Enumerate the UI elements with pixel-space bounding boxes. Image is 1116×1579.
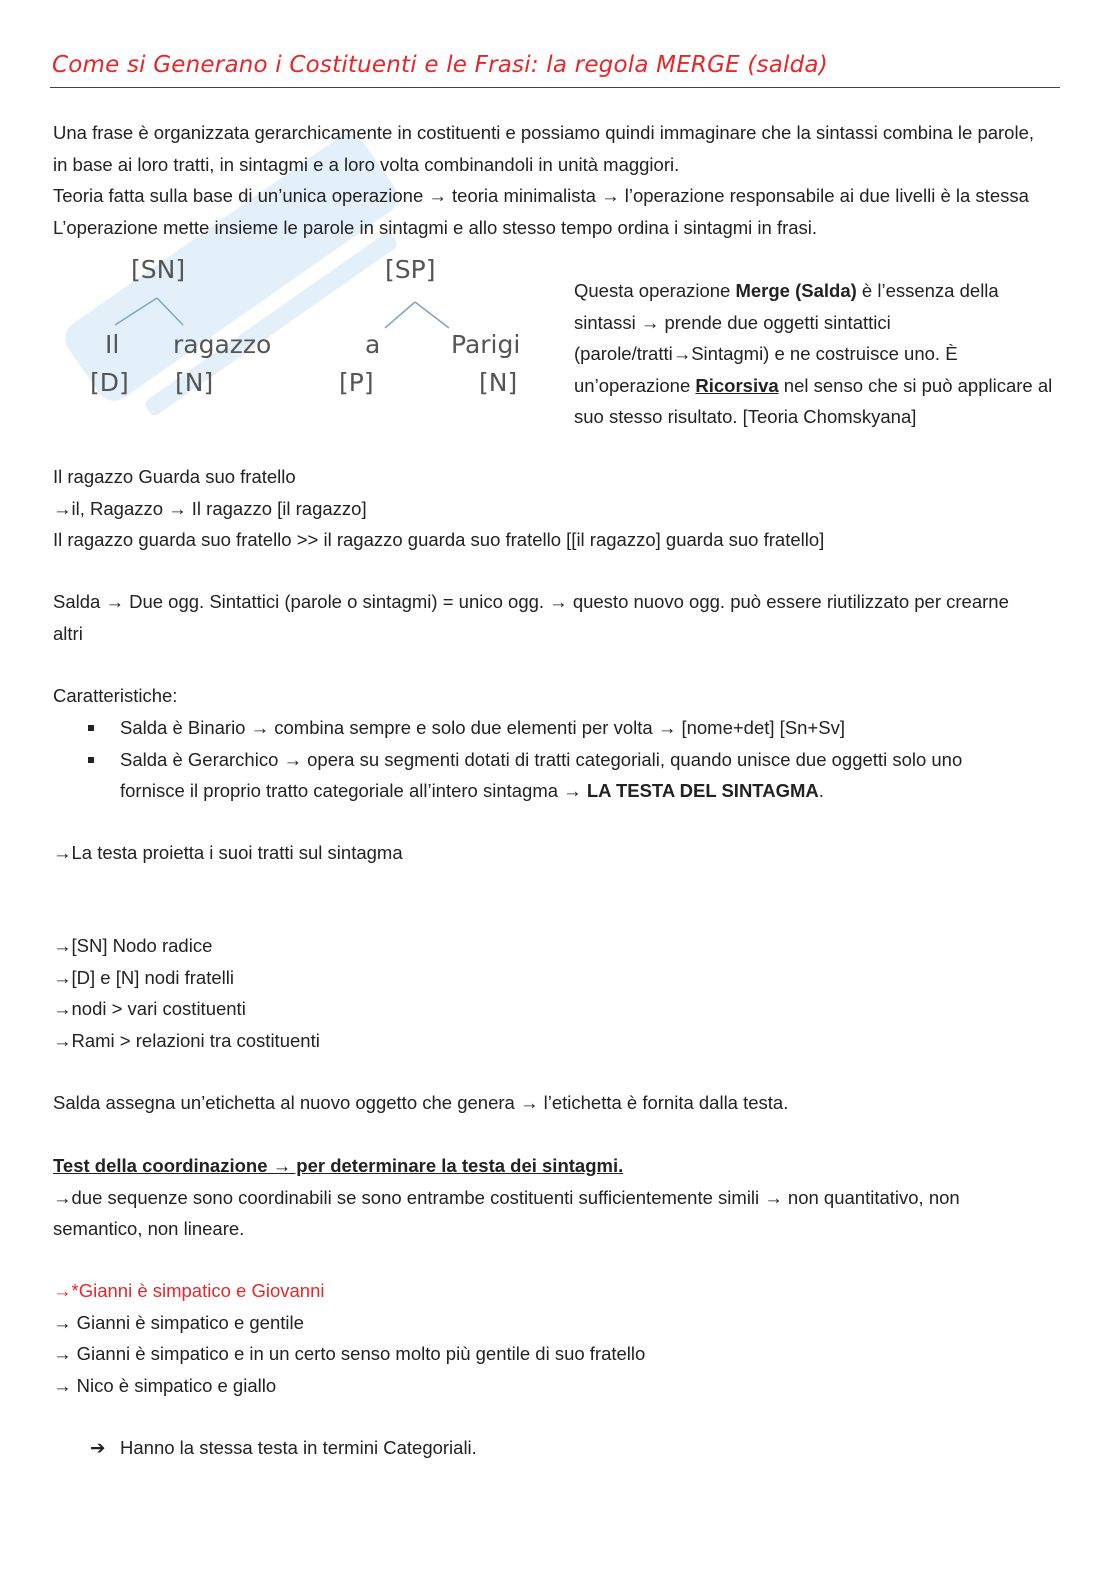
testa-term: LA TESTA DEL SINTAGMA (586, 780, 819, 801)
caratteristiche-label: Caratteristiche: (53, 685, 178, 706)
nodes-block (53, 930, 1063, 1056)
etichetta-line: Salda assegna un’etichetta al nuovo oggetto che genera → l’etichetta è fornita dalla testa. (53, 1092, 789, 1113)
node-line: →[D] e [N] nodi fratelli (53, 966, 234, 988)
merge-line: un’operazione Ricorsiva nel senso che si può applicare al (574, 374, 1053, 396)
tree-category: [D] (90, 368, 129, 397)
tree-category: [P] (339, 368, 374, 397)
list-item: Salda è Gerarchico → opera su segmenti dotati di tratti categoriali, quando unisce due oggetti solo uno fornisce il proprio tratto categoriale all’intero sintagma → LA TESTA DEL SINTAGMA. (53, 744, 1063, 807)
tree-root-sp: [SP] (385, 255, 436, 284)
test-line: →due sequenze sono coordinabili se sono entrambe costituenti sufficientemente simili → non quantitativo, non (53, 1186, 960, 1208)
example-item: → Gianni è simpatico e in un certo senso molto più gentile di suo fratello (53, 1343, 646, 1364)
syntax-tree-diagram (85, 250, 545, 420)
tree-branch (157, 298, 183, 325)
salda-paragraph (53, 586, 1063, 649)
tree-word: ragazzo (173, 330, 272, 359)
bullet-square-icon (88, 725, 94, 731)
intro-line: in base ai loro tratti, in sintagmi e a loro volta combinandoli in unità maggiori. (53, 153, 680, 175)
test-heading: Test della coordinazione → per determinare la testa dei sintagmi. (53, 1155, 624, 1176)
merge-line: (parole/tratti→Sintagmi) e ne costruisce uno. È (574, 343, 958, 364)
example-item: → Nico è simpatico e giallo (53, 1374, 277, 1396)
intro-line: Teoria fatta sulla base di un’unica operazione → teoria minimalista → l’operazione responsabile ai due livelli è la stessa (53, 185, 1029, 206)
salda-line: Salda → Due ogg. Sintattici (parole o sintagmi) = unico ogg. → questo nuovo ogg. può essere riutilizzato per crearne (53, 591, 1009, 612)
testa-line: →La testa proietta i suoi tratti sul sintagma (53, 842, 403, 863)
merge-term: Merge (Salda) (735, 280, 857, 301)
merge-line: Questa operazione Merge (Salda) è l’essenza della (574, 280, 999, 301)
example-line: →il, Ragazzo → Il ragazzo [il ragazzo] (53, 497, 367, 519)
merge-line: suo stesso risultato. [Teoria Chomskyana] (574, 406, 917, 427)
page-title: Come si Generano i Costituenti e le Frasi: la regola MERGE (salda) (52, 52, 828, 78)
merge-line: sintassi → prende due oggetti sintattici (574, 311, 891, 333)
arrow-icon: ➔ (90, 1437, 106, 1458)
node-line: →Rami > relazioni tra costituenti (53, 1029, 320, 1051)
intro-paragraph (53, 117, 1063, 243)
test-section (53, 1150, 1063, 1245)
intro-line: L’operazione mette insieme le parole in sintagmi e allo stesso tempo ordina i sintagmi in frasi. (53, 216, 818, 238)
ricorsiva-term: Ricorsiva (695, 374, 779, 396)
ungrammatical-example: →*Gianni è simpatico e Giovanni (53, 1280, 325, 1301)
tree-root-sn: [SN] (131, 255, 186, 284)
coordination-examples (53, 1275, 1063, 1401)
salda-line: altri (53, 622, 83, 644)
node-line: →nodi > vari costituenti (53, 998, 246, 1019)
title-divider (50, 87, 1060, 88)
tree-word: Parigi (451, 330, 521, 359)
characteristics-list (53, 712, 1063, 807)
tree-branch (385, 302, 415, 328)
tree-branch (115, 298, 157, 325)
tree-word: Il (105, 330, 120, 359)
example-item: → Gianni è simpatico e gentile (53, 1311, 304, 1333)
bullet-square-icon (88, 757, 94, 763)
node-line: →[SN] Nodo radice (53, 935, 213, 956)
merge-description (574, 275, 1064, 433)
example-line: Il ragazzo guarda suo fratello >> il ragazzo guarda suo fratello [[il ragazzo] guarda suo fratello] (53, 529, 825, 550)
conclusion-line: ➔ Hanno la stessa testa in termini Categoriali. (90, 1432, 477, 1464)
intro-line: Una frase è organizzata gerarchicamente in costituenti e possiamo quindi immaginare che la sintassi combina le parole, (53, 122, 1035, 143)
tree-branch (415, 302, 449, 328)
example-block (53, 461, 1063, 556)
list-item: Salda è Binario → combina sempre e solo due elementi per volta → [nome+det] [Sn+Sv] (53, 712, 1063, 744)
tree-word: a (365, 330, 381, 359)
tree-category: [N] (175, 368, 214, 397)
tree-category: [N] (479, 368, 518, 397)
example-line: Il ragazzo Guarda suo fratello (53, 466, 296, 487)
test-line: semantico, non lineare. (53, 1218, 245, 1239)
